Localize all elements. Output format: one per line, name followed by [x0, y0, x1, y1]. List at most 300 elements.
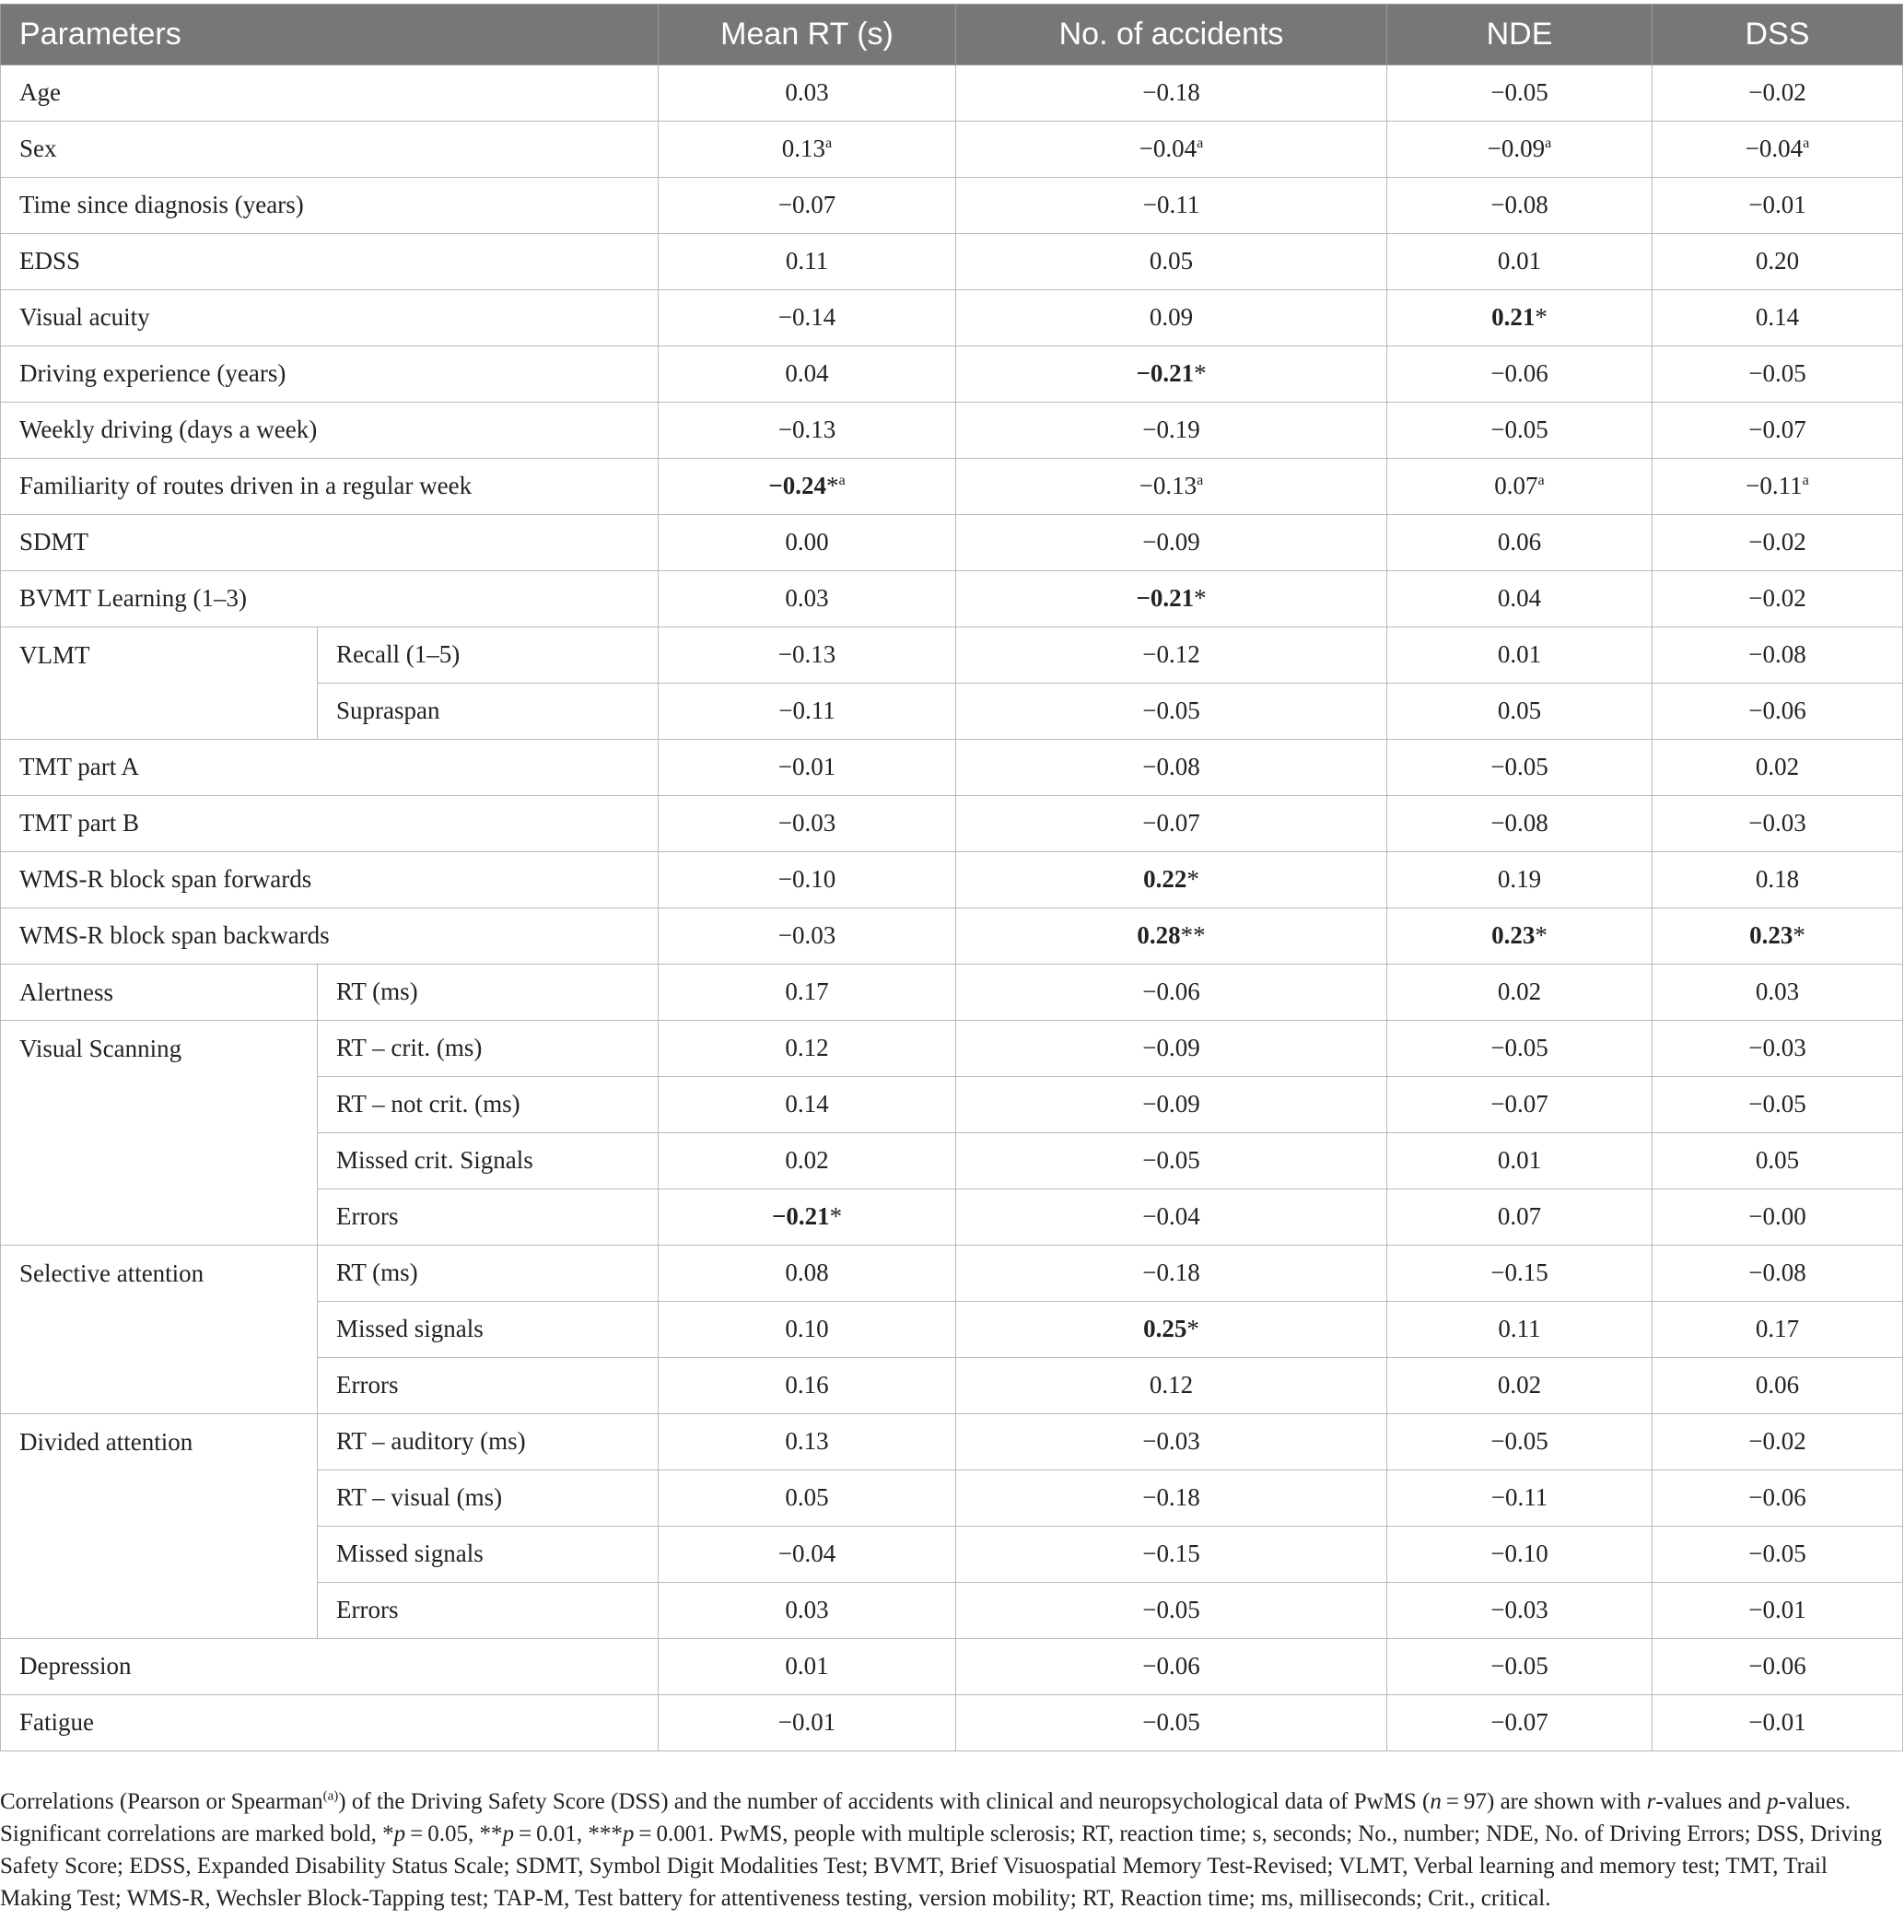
cell-dss [1653, 403, 1903, 459]
parameter-label: RT – crit. (ms) [318, 1021, 659, 1077]
cell-accidents [956, 403, 1387, 459]
cell-mean-rt [659, 515, 956, 571]
spearman-superscript: a [1197, 472, 1204, 489]
correlation-value: −0.07 [777, 191, 836, 219]
cell-mean-rt [659, 1414, 956, 1470]
correlation-value: −0.06 [1748, 1483, 1806, 1512]
cell-mean-rt [659, 908, 956, 965]
cell-dss [1653, 684, 1903, 740]
cell-mean-rt [659, 290, 956, 346]
correlation-value: 0.04 [785, 359, 829, 388]
parameter-label: RT – auditory (ms) [318, 1414, 659, 1470]
correlation-value: 0.01 [1497, 640, 1542, 669]
header-dss: DSS [1653, 5, 1903, 65]
cell-dss [1653, 1583, 1903, 1639]
cell-dss [1653, 1077, 1903, 1133]
cell-accidents [956, 1189, 1387, 1246]
cell-nde [1387, 1358, 1653, 1414]
correlation-value: −0.06 [1748, 1652, 1806, 1680]
cell-dss [1653, 1414, 1903, 1470]
cell-mean-rt [659, 1639, 956, 1695]
cell-dss [1653, 796, 1903, 852]
significance-marker: * [1535, 921, 1548, 950]
cell-accidents [956, 346, 1387, 403]
correlation-value: −0.06 [1142, 1652, 1200, 1680]
cell-nde [1387, 515, 1653, 571]
cell-accidents [956, 290, 1387, 346]
cell-nde [1387, 571, 1653, 627]
note-variable: p [1767, 1789, 1779, 1814]
correlation-value: 0.05 [1149, 247, 1194, 275]
cell-accidents [956, 908, 1387, 965]
correlation-value: 0.03 [785, 78, 829, 107]
spearman-superscript: a [1537, 472, 1545, 489]
significance-marker: * [1186, 1315, 1199, 1343]
correlation-value: 0.08 [785, 1259, 829, 1287]
table-body [1, 65, 1903, 1751]
cell-nde [1387, 1189, 1653, 1246]
table-row [1, 627, 1903, 684]
correlation-value: 0.07 [1494, 472, 1538, 500]
cell-mean-rt [659, 852, 956, 908]
cell-accidents [956, 1639, 1387, 1695]
cell-dss [1653, 1695, 1903, 1751]
correlation-value: −0.05 [1142, 1146, 1200, 1175]
cell-accidents [956, 1246, 1387, 1302]
correlation-value: −0.15 [1490, 1259, 1548, 1287]
correlation-value: 0.11 [785, 247, 829, 275]
cell-accidents [956, 1527, 1387, 1583]
cell-accidents [956, 1414, 1387, 1470]
parameter-label: WMS-R block span backwards [1, 908, 659, 965]
correlation-value: 0.28 [1137, 921, 1181, 950]
cell-dss [1653, 1527, 1903, 1583]
cell-mean-rt [659, 1133, 956, 1189]
cell-mean-rt [659, 403, 956, 459]
correlation-value: −0.07 [1490, 1708, 1548, 1737]
correlation-value: −0.19 [1142, 416, 1200, 444]
correlation-value: −0.01 [777, 1708, 836, 1737]
correlation-value: −0.09 [1142, 528, 1200, 556]
spearman-superscript: a [838, 472, 846, 489]
parameter-label: SDMT [1, 515, 659, 571]
table-row [1, 459, 1903, 515]
cell-mean-rt [659, 1302, 956, 1358]
parameter-label: Errors [318, 1583, 659, 1639]
correlation-value: −0.02 [1748, 1427, 1806, 1456]
correlation-value: −0.03 [1748, 1034, 1806, 1062]
correlation-value: −0.01 [1748, 1708, 1806, 1737]
correlation-value: 0.05 [1755, 1146, 1800, 1175]
correlation-value: −0.01 [777, 753, 836, 781]
cell-mean-rt [659, 65, 956, 122]
correlation-value: −0.21 [1136, 584, 1195, 613]
correlation-value: −0.11 [778, 697, 835, 725]
group-label: Divided attention [1, 1414, 318, 1639]
correlation-value: −0.07 [1748, 416, 1806, 444]
correlation-value: 0.12 [1149, 1371, 1194, 1399]
cell-nde [1387, 1021, 1653, 1077]
correlation-value: −0.06 [1748, 697, 1806, 725]
significance-marker: ** [1180, 921, 1206, 950]
cell-mean-rt [659, 1189, 956, 1246]
correlation-value: 0.06 [1497, 528, 1542, 556]
correlation-value: 0.16 [785, 1371, 829, 1399]
table-row [1, 1246, 1903, 1302]
cell-dss [1653, 1639, 1903, 1695]
cell-accidents [956, 627, 1387, 684]
correlation-value: 0.00 [785, 528, 829, 556]
correlation-value: −0.08 [1142, 753, 1200, 781]
correlation-value: −0.01 [1748, 191, 1806, 219]
correlation-value: −0.11 [1746, 472, 1803, 500]
note-variable: n [1430, 1789, 1442, 1814]
correlation-value: −0.04 [1139, 135, 1197, 163]
note-text: = 0.01, *** [514, 1821, 623, 1846]
correlation-value: 0.05 [1497, 697, 1542, 725]
correlation-value: 0.09 [1149, 303, 1194, 332]
group-label: VLMT [1, 627, 318, 740]
note-text: ) of the Driving Safety Score (DSS) and the number of accidents with clinical and neuropsychological data of PwMS ( [338, 1789, 1431, 1814]
significance-marker: * [1194, 359, 1207, 388]
parameter-label: RT – not crit. (ms) [318, 1077, 659, 1133]
cell-mean-rt [659, 346, 956, 403]
parameter-label: Errors [318, 1189, 659, 1246]
cell-nde [1387, 796, 1653, 852]
table-row [1, 122, 1903, 178]
cell-accidents [956, 1302, 1387, 1358]
header-accidents: No. of accidents [956, 5, 1387, 65]
cell-accidents [956, 1077, 1387, 1133]
parameter-label: Age [1, 65, 659, 122]
spearman-superscript: a [1197, 135, 1204, 152]
cell-accidents [956, 852, 1387, 908]
cell-accidents [956, 515, 1387, 571]
correlation-value: 0.14 [785, 1090, 829, 1118]
correlation-value: −0.04 [1745, 135, 1804, 163]
correlation-value: 0.03 [785, 1596, 829, 1624]
correlation-value: 0.03 [785, 584, 829, 613]
parameter-label: TMT part B [1, 796, 659, 852]
cell-dss [1653, 965, 1903, 1021]
table-row [1, 852, 1903, 908]
parameter-label: WMS-R block span forwards [1, 852, 659, 908]
cell-dss [1653, 571, 1903, 627]
correlation-value: 0.01 [785, 1652, 829, 1680]
cell-nde [1387, 1583, 1653, 1639]
cell-nde [1387, 740, 1653, 796]
correlation-value: 0.17 [1755, 1315, 1800, 1343]
table-header [1, 5, 1903, 65]
note-variable: p [502, 1821, 514, 1846]
table-row [1, 1414, 1903, 1470]
cell-dss [1653, 346, 1903, 403]
cell-dss [1653, 1189, 1903, 1246]
cell-dss [1653, 1302, 1903, 1358]
parameter-label: TMT part A [1, 740, 659, 796]
correlation-value: 0.23 [1749, 921, 1793, 950]
correlation-value: −0.13 [777, 640, 836, 669]
correlation-value: −0.09 [1142, 1090, 1200, 1118]
parameter-label: Sex [1, 122, 659, 178]
cell-accidents [956, 1133, 1387, 1189]
correlation-value: 0.14 [1755, 303, 1800, 332]
cell-dss [1653, 178, 1903, 234]
significance-marker: * [1194, 584, 1207, 613]
table-row [1, 515, 1903, 571]
correlation-value: 0.05 [785, 1483, 829, 1512]
correlation-value: −0.05 [1490, 78, 1548, 107]
cell-nde [1387, 1470, 1653, 1527]
significance-marker: * [1535, 303, 1548, 332]
correlation-value: −0.03 [1748, 809, 1806, 837]
cell-dss [1653, 290, 1903, 346]
cell-mean-rt [659, 1358, 956, 1414]
significance-marker: * [829, 1202, 843, 1231]
correlation-value: −0.07 [1490, 1090, 1548, 1118]
cell-mean-rt [659, 627, 956, 684]
parameter-label: Depression [1, 1639, 659, 1695]
cell-nde [1387, 346, 1653, 403]
cell-accidents [956, 122, 1387, 178]
cell-accidents [956, 684, 1387, 740]
table-row [1, 965, 1903, 1021]
correlation-value: −0.11 [1142, 191, 1200, 219]
header-row [1, 5, 1903, 65]
cell-nde [1387, 122, 1653, 178]
cell-mean-rt [659, 1695, 956, 1751]
cell-mean-rt [659, 1527, 956, 1583]
cell-dss [1653, 1021, 1903, 1077]
correlation-value: −0.13 [777, 416, 836, 444]
note-variable: p [622, 1821, 635, 1846]
correlation-value: 0.19 [1497, 865, 1542, 894]
table-row [1, 178, 1903, 234]
correlation-value: −0.18 [1142, 1483, 1200, 1512]
correlation-value: 0.01 [1497, 1146, 1542, 1175]
cell-nde [1387, 1527, 1653, 1583]
cell-mean-rt [659, 571, 956, 627]
correlation-value: 0.02 [1755, 753, 1800, 781]
cell-accidents [956, 796, 1387, 852]
cell-dss [1653, 515, 1903, 571]
cell-accidents [956, 1470, 1387, 1527]
correlation-value: 0.01 [1497, 247, 1542, 275]
correlation-table [0, 4, 1903, 1751]
spearman-superscript: a [1545, 135, 1552, 152]
parameter-label: Driving experience (years) [1, 346, 659, 403]
cell-accidents [956, 234, 1387, 290]
parameter-label: RT – visual (ms) [318, 1470, 659, 1527]
group-label: Alertness [1, 965, 318, 1021]
cell-mean-rt [659, 965, 956, 1021]
cell-nde [1387, 1133, 1653, 1189]
cell-dss [1653, 459, 1903, 515]
correlation-value: −0.03 [1490, 1596, 1548, 1624]
table-row [1, 346, 1903, 403]
correlation-value: −0.05 [1748, 359, 1806, 388]
table-row [1, 1021, 1903, 1077]
cell-dss [1653, 1246, 1903, 1302]
parameter-label: Fatigue [1, 1695, 659, 1751]
correlation-value: −0.05 [1490, 1034, 1548, 1062]
correlation-value: −0.09 [1487, 135, 1546, 163]
cell-nde [1387, 684, 1653, 740]
cell-nde [1387, 1302, 1653, 1358]
parameter-label: Visual acuity [1, 290, 659, 346]
correlation-value: 0.07 [1497, 1202, 1542, 1231]
table-row [1, 65, 1903, 122]
correlation-value: −0.05 [1490, 1427, 1548, 1456]
correlation-value: −0.06 [1490, 359, 1548, 388]
correlation-value: −0.02 [1748, 528, 1806, 556]
correlation-value: −0.05 [1748, 1540, 1806, 1568]
cell-dss [1653, 627, 1903, 684]
cell-nde [1387, 908, 1653, 965]
correlation-value: 0.10 [785, 1315, 829, 1343]
correlation-value: −0.01 [1748, 1596, 1806, 1624]
cell-accidents [956, 571, 1387, 627]
cell-accidents [956, 65, 1387, 122]
cell-mean-rt [659, 796, 956, 852]
cell-nde [1387, 459, 1653, 515]
correlation-value: −0.08 [1490, 191, 1548, 219]
correlation-value: 0.13 [785, 1427, 829, 1456]
correlation-value: −0.14 [777, 303, 836, 332]
cell-nde [1387, 852, 1653, 908]
cell-accidents [956, 965, 1387, 1021]
cell-dss [1653, 234, 1903, 290]
cell-accidents [956, 459, 1387, 515]
correlation-value: 0.25 [1143, 1315, 1187, 1343]
note-text: -values and [1655, 1789, 1768, 1814]
correlation-value: −0.03 [1142, 1427, 1200, 1456]
note-text: = 0.001. PwMS, people with multiple sclerosis; RT, reaction time; s, seconds; No., number; NDE, No. of Driving Errors; DSS, Driving Safety Score; EDSS, Expanded Disability Status Scale; SDMT, Symbol Digit Modalities Test; BVMT, Brief Visuospatial Memory Test-Revised; VLMT, Verbal learning and memory test; TMT, Trail Making Test; WMS-R, Wechsler Block-Tapping test; TAP-M, Test battery for attentiveness testing, version mobility; RT, Reaction time; ms, milliseconds; Crit., critical. [0, 1821, 1883, 1911]
parameter-label: Missed signals [318, 1527, 659, 1583]
correlation-value: −0.21 [771, 1202, 830, 1231]
parameter-label: Missed crit. Signals [318, 1133, 659, 1189]
correlation-value: −0.06 [1142, 978, 1200, 1006]
correlation-value: −0.15 [1142, 1540, 1200, 1568]
correlation-value: 0.13 [781, 135, 826, 163]
significance-marker: * [825, 472, 839, 500]
correlation-value: 0.17 [785, 978, 829, 1006]
note-text: = 97) are shown with [1441, 1789, 1647, 1814]
table-row [1, 740, 1903, 796]
group-label: Visual Scanning [1, 1021, 318, 1246]
correlation-value: 0.02 [1497, 978, 1542, 1006]
cell-dss [1653, 65, 1903, 122]
cell-dss [1653, 122, 1903, 178]
header-mean-rt: Mean RT (s) [659, 5, 956, 65]
cell-dss [1653, 1133, 1903, 1189]
correlation-value: 0.22 [1143, 865, 1187, 894]
correlation-value: −0.05 [1490, 1652, 1548, 1680]
cell-accidents [956, 740, 1387, 796]
parameter-label: Supraspan [318, 684, 659, 740]
table-footnote [0, 1786, 1899, 1914]
correlation-value: −0.18 [1142, 78, 1200, 107]
header-parameters: Parameters [1, 5, 659, 65]
note-variable: r [1646, 1789, 1656, 1814]
correlation-value: −0.07 [1142, 809, 1200, 837]
cell-accidents [956, 1021, 1387, 1077]
correlation-value: −0.02 [1748, 78, 1806, 107]
correlation-value: −0.13 [1139, 472, 1197, 500]
correlation-value: 0.06 [1755, 1371, 1800, 1399]
correlation-value: −0.00 [1748, 1202, 1806, 1231]
cell-dss [1653, 1358, 1903, 1414]
header-nde: NDE [1387, 5, 1653, 65]
correlation-value: 0.21 [1491, 303, 1536, 332]
correlation-value: 0.11 [1498, 1315, 1541, 1343]
correlation-value: 0.03 [1755, 978, 1800, 1006]
correlation-value: −0.11 [1490, 1483, 1548, 1512]
correlation-value: −0.02 [1748, 584, 1806, 613]
correlation-value: −0.04 [1142, 1202, 1200, 1231]
cell-nde [1387, 234, 1653, 290]
correlation-value: −0.05 [1490, 753, 1548, 781]
cell-accidents [956, 1583, 1387, 1639]
correlation-value: 0.12 [785, 1034, 829, 1062]
cell-mean-rt [659, 684, 956, 740]
correlation-value: −0.24 [768, 472, 826, 500]
correlation-value: −0.09 [1142, 1034, 1200, 1062]
cell-mean-rt [659, 178, 956, 234]
correlation-value: 0.02 [785, 1146, 829, 1175]
cell-mean-rt [659, 1021, 956, 1077]
cell-nde [1387, 1246, 1653, 1302]
cell-mean-rt [659, 1470, 956, 1527]
note-text: Correlations (Pearson or Spearman [0, 1789, 323, 1814]
cell-nde [1387, 403, 1653, 459]
cell-mean-rt [659, 459, 956, 515]
note-superscript: (a) [322, 1788, 339, 1804]
parameter-label: EDSS [1, 234, 659, 290]
significance-marker: * [1186, 865, 1199, 894]
correlation-value: 0.02 [1497, 1371, 1542, 1399]
correlation-value: −0.18 [1142, 1259, 1200, 1287]
table-row [1, 234, 1903, 290]
table-row [1, 290, 1903, 346]
cell-accidents [956, 1358, 1387, 1414]
correlation-value: −0.08 [1748, 1259, 1806, 1287]
cell-mean-rt [659, 1077, 956, 1133]
parameter-label: BVMT Learning (1–3) [1, 571, 659, 627]
correlation-value: −0.08 [1748, 640, 1806, 669]
spearman-superscript: a [825, 135, 833, 152]
correlation-value: 0.04 [1497, 584, 1542, 613]
parameter-label: Errors [318, 1358, 659, 1414]
cell-nde [1387, 1639, 1653, 1695]
correlation-value: −0.08 [1490, 809, 1548, 837]
parameter-label: Familiarity of routes driven in a regular week [1, 459, 659, 515]
cell-mean-rt [659, 122, 956, 178]
cell-nde [1387, 1414, 1653, 1470]
table-row [1, 403, 1903, 459]
cell-mean-rt [659, 1246, 956, 1302]
cell-mean-rt [659, 1583, 956, 1639]
correlation-value: −0.10 [777, 865, 836, 894]
correlation-value: −0.05 [1142, 697, 1200, 725]
table-row [1, 571, 1903, 627]
cell-nde [1387, 1695, 1653, 1751]
parameter-label: RT (ms) [318, 1246, 659, 1302]
cell-nde [1387, 178, 1653, 234]
correlation-value: −0.03 [777, 809, 836, 837]
cell-nde [1387, 627, 1653, 684]
cell-mean-rt [659, 740, 956, 796]
